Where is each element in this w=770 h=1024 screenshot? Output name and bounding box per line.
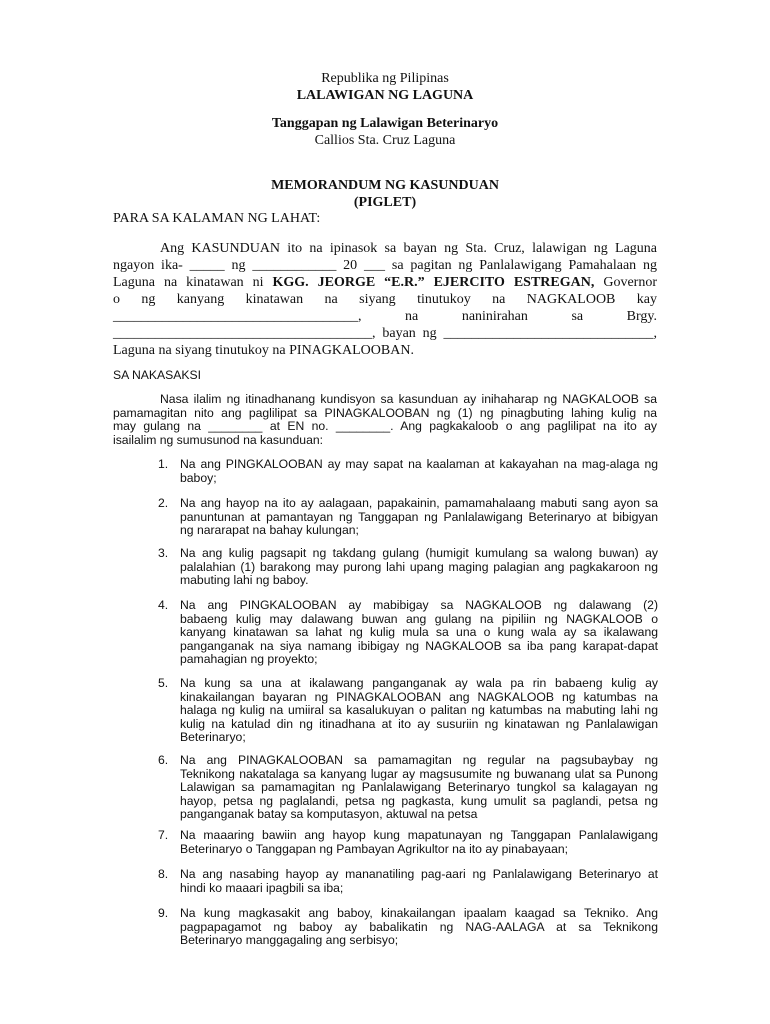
condition-item bbox=[150, 497, 658, 538]
header-spacer bbox=[0, 104, 770, 115]
condition-item bbox=[150, 868, 658, 895]
intro-paragraph bbox=[113, 240, 657, 359]
intro-line: Laguna na siyang tinutukoy na PINAGKALOOBAN. bbox=[113, 343, 414, 358]
office-line: Tanggapan ng Lalawigan Beterinaryo bbox=[271, 116, 499, 131]
condition-text-line: panganganak na siya namang ibibigay ng NAGKALOOB sa iba pang karapat-dapat bbox=[180, 638, 658, 653]
condition-text-line: Teknikong nakatalaga sa kanyang lugar ay magsusumite ng buwanang ulat sa Punong bbox=[180, 766, 658, 781]
condition-number: 2. bbox=[158, 496, 169, 510]
memorandum-title: MEMORANDUM NG KASUNDUAN bbox=[271, 178, 499, 193]
condition-text-line: Na ang hayop na ito ay aalagaan, papakainin, pamamahalaang mabuti sang ayon sa bbox=[180, 496, 658, 510]
condition-number: 7. bbox=[158, 828, 169, 842]
salutation: PARA SA KALAMAN NG LAHAT: bbox=[113, 211, 321, 226]
witness-line: may gulang na ________ at EN no. ________. Ang pagkakaloob o ang paglilipat na ito ay bbox=[113, 419, 657, 434]
intro-line: Ang KASUNDUAN ito na ipinasok sa bayan ng Sta. Cruz, lalawigan ng Laguna bbox=[160, 241, 657, 256]
intro-line: ___________________________________, na naninirahan sa Brgy. bbox=[113, 309, 657, 324]
condition-number: 4. bbox=[158, 598, 169, 612]
province-line: LALAWIGAN NG LAGUNA bbox=[296, 88, 474, 103]
republic-line: Republika ng Pilipinas bbox=[321, 71, 449, 86]
governor-name: KGG. JEORGE “E.R.” EJERCITO ESTREGAN, bbox=[272, 275, 595, 290]
condition-text-line: Beterinaryo manggagaling ang serbisyo; bbox=[180, 933, 399, 948]
witness-paragraph bbox=[113, 393, 657, 447]
condition-text-line: Na maaaring bawiin ang hayop kung mapatunayan ng Tanggapan Panlalawigang bbox=[180, 828, 658, 842]
condition-text-line: kanyang kinatawan sa lahat ng kulig mula sa una o kung wala ay sa ikalawang bbox=[180, 625, 658, 640]
intro-text: Laguna na kinatawan ni bbox=[113, 275, 264, 290]
condition-item bbox=[150, 677, 658, 745]
witness-line: Nasa ilalim ng itinadhanang kundisyon sa kasunduan ay inihaharap ng NAGKALOOB sa bbox=[160, 392, 657, 406]
header-spacer bbox=[0, 149, 770, 177]
condition-text-line: mabuting lahi ng baboy. bbox=[180, 573, 309, 588]
condition-number: 5. bbox=[158, 676, 169, 690]
condition-text-line: Beterinaryo; bbox=[180, 730, 246, 745]
intro-line: _____________________________________, bayan ng ______________________________, bbox=[113, 326, 657, 341]
condition-text-line: hindi ko maaari ipagbili sa iba; bbox=[180, 880, 344, 895]
condition-text-line: Na ang kulig pagsapit ng takdang gulang (humigit kumulang sa walong buwan) ay bbox=[180, 546, 658, 560]
condition-text-line: kulig na katulad din ng itinadhana at ito ay susuriin ng kinatawan ng Panlalawigan bbox=[180, 716, 658, 731]
condition-text-line: halaga ng kulig na umiiral sa kasalukuyan o palitan ng katumbas na mabuting lahi ng bbox=[180, 703, 658, 718]
condition-item bbox=[150, 829, 658, 856]
condition-item bbox=[150, 547, 658, 588]
condition-text-line: ng nararapat na bahay kulungan; bbox=[180, 523, 359, 538]
intro-line: ngayon ika- _____ ng ____________ 20 ___ sa pagitan ng Panlalawigang Pamahalaan ng bbox=[113, 258, 657, 273]
condition-item bbox=[150, 458, 658, 485]
condition-text-line: baboy; bbox=[180, 470, 217, 485]
condition-text-line: Na ang PINGKALOOBAN ay may sapat na kaalaman at kakayahan na mag-alaga ng bbox=[180, 457, 658, 471]
witness-line: isailalim ng sumusunod na kasunduan: bbox=[113, 432, 324, 447]
condition-number: 9. bbox=[158, 906, 169, 920]
condition-text-line: pamahagian ng proyekto; bbox=[180, 652, 318, 667]
condition-number: 1. bbox=[158, 457, 169, 471]
condition-text-line: kinakailangan bayaran ng PINAGKALOOBAN ang NAGKALOOB ng katumbas na bbox=[180, 689, 658, 704]
condition-text-line: palalahian (1) barakong may purong lahi upang maging palagian ang pagkakaroon ng bbox=[180, 559, 658, 574]
condition-item bbox=[150, 599, 658, 667]
witness-line: pamamagitan nito ang paglilipat sa PINAGKALOOBAN ng (1) ng pinagbuting lahing kulig na bbox=[113, 405, 657, 420]
condition-text-line: pagpapagamot ng baboy ay babalikatin ng NAG-AALAGA at sa Teknikong bbox=[180, 919, 658, 934]
intro-line: o ng kanyang kinatawan na siyang tinutukoy na NAGKALOOB kay bbox=[113, 292, 657, 307]
condition-text-line: panuntunan at pamantayan ng Tanggapan ng Panlalawigang Beterinaryo at bibigyan bbox=[180, 509, 658, 524]
condition-text-line: Na ang nasabing hayop ay mananatiling pag-aari ng Panlalawigang Beterinaryo at bbox=[180, 867, 658, 881]
intro-text: Governor bbox=[603, 275, 657, 290]
condition-text-line: Na kung sa una at ikalawang panganganak ay wala pa rin babaeng kulig ay bbox=[180, 676, 658, 690]
condition-text-line: Beterinaryo o Tanggapan ng Pambayan Agrikultor na ito ay pinabayaan; bbox=[180, 841, 569, 856]
memorandum-subtitle: (PIGLET) bbox=[353, 195, 417, 210]
condition-text-line: Lalawigan sa pamamagitan ng Panlalawigang Beterinaryo tungkol sa kalagayan ng bbox=[180, 780, 658, 795]
condition-number: 6. bbox=[158, 753, 169, 767]
condition-item bbox=[150, 907, 658, 948]
witness-heading: SA NAKASAKSI bbox=[113, 368, 202, 382]
condition-text-line: babaeng kulig may dalawang buwan ang gulang na pipiliin ng NAGKALOOB o bbox=[180, 611, 658, 626]
condition-text-line: panganganak batay sa komputasyon, aktuwal na petsa bbox=[180, 807, 478, 822]
condition-text-line: hayop, petsa ng paglalandi, petsa ng pagkasta, kung umulit sa paglandi, petsa ng bbox=[180, 793, 658, 808]
intro-line bbox=[113, 274, 657, 291]
condition-text-line: Na ang PINAGKALOOBAN sa pamamagitan ng regular na pagsubaybay ng bbox=[180, 753, 658, 767]
condition-number: 8. bbox=[158, 867, 169, 881]
condition-text-line: Na ang PINGKALOOBAN ay mabibigay sa NAGKALOOB ng dalawang (2) bbox=[180, 598, 658, 612]
condition-item bbox=[150, 754, 658, 822]
condition-number: 3. bbox=[158, 546, 169, 560]
condition-text-line: Na kung magkasakit ang baboy, kinakailangan ipaalam kaagad sa Tekniko. Ang bbox=[180, 906, 658, 920]
address-line: Callios Sta. Cruz Laguna bbox=[314, 133, 456, 148]
document-header bbox=[0, 70, 770, 211]
